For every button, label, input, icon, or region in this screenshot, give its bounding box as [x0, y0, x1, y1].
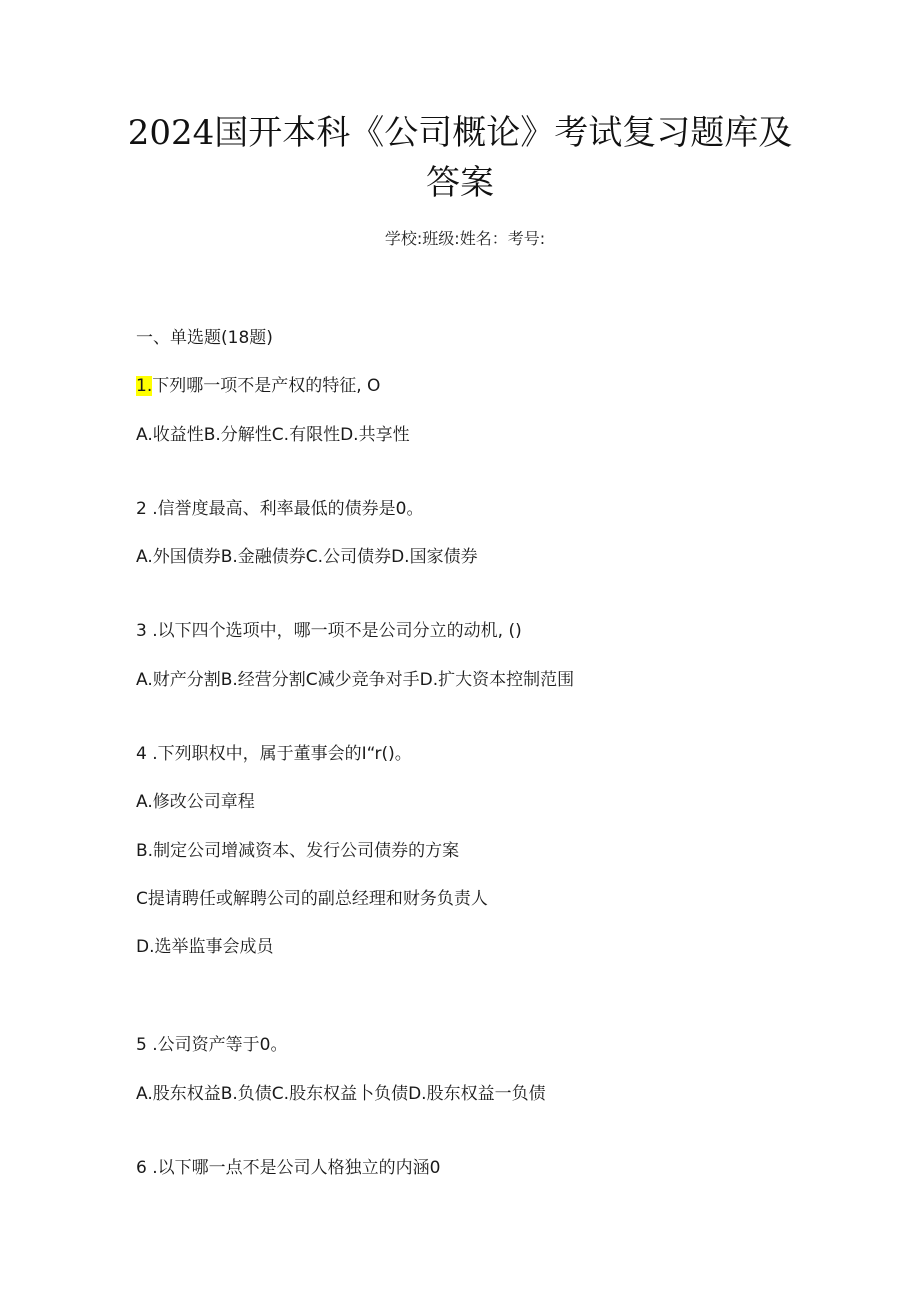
question-1-options: A.收益性B.分解性C.有限性D.共享性	[136, 425, 410, 445]
student-info-line: 学校:班级:姓名：考号:	[384, 229, 546, 248]
question-3-options: A.财产分割B.经营分割C减少竞争对手D.扩大资本控制范围	[136, 670, 575, 690]
question-4-option-d: D.选举监事会成员	[136, 937, 274, 957]
question-number: 5	[136, 1035, 147, 1055]
question-4-option-b: B.制定公司增减资本、发行公司债券的方案	[136, 841, 460, 861]
question-stem: .以下四个选项中，哪一项不是公司分立的动机, ()	[146, 621, 522, 641]
question-number: 3	[136, 621, 147, 641]
question-number: 2	[136, 499, 147, 519]
question-5	[136, 1030, 287, 1055]
question-6	[136, 1153, 440, 1178]
question-number: 6	[136, 1158, 147, 1178]
question-1	[136, 371, 380, 396]
section-heading: 一、单选题(18题)	[136, 328, 273, 348]
question-stem: .公司资产等于0。	[146, 1035, 288, 1055]
question-stem: 下列哪一项不是产权的特征, O	[152, 376, 381, 396]
question-stem: .下列职权中，属于董事会的I“r()。	[146, 744, 412, 764]
question-stem: .信誉度最高、利率最低的债券是0。	[146, 499, 424, 519]
question-4-option-c: C提请聘任或解聘公司的副总经理和财务负责人	[136, 889, 488, 909]
document-title-line1: 2024国开本科《公司概论》考试复习题库及	[127, 113, 793, 153]
question-number: 4	[136, 744, 147, 764]
question-4-option-a: A.修改公司章程	[136, 792, 255, 812]
question-2	[136, 494, 423, 519]
question-5-options: A.股东权益B.负债C.股东权益卜负债D.股东权益一负债	[136, 1084, 546, 1104]
question-4	[136, 739, 412, 764]
document-title-line2: 答案	[426, 163, 494, 203]
question-number-highlight: 1.	[136, 376, 153, 396]
question-stem: .以下哪一点不是公司人格独立的内涵0	[146, 1158, 441, 1178]
question-3	[136, 616, 522, 641]
question-2-options: A.外国债券B.金融债券C.公司债券D.国家债券	[136, 547, 478, 567]
